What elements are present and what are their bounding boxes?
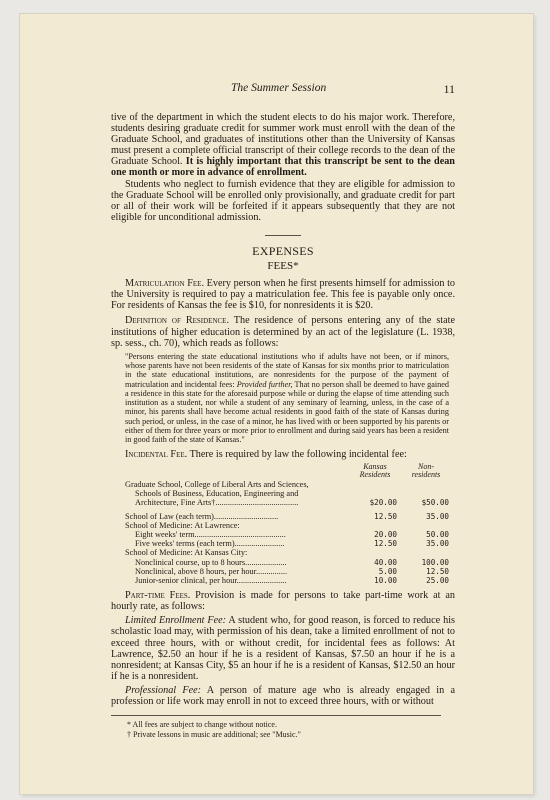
page-number: 11 — [443, 82, 455, 96]
row-label: Nonclinical course, up to 8 hours.................... — [135, 557, 287, 567]
residence-text: The residence of persons entering any of the state institutions of higher education is determined by an act of the legislature (L. 1938, sp. sess., ch. 70), which reads as follows: — [111, 315, 455, 349]
parttime-text: Provision is made for persons to take part-time work at an hourly rate, as follows: — [111, 590, 455, 613]
quote-part-a: "Persons entering the state educational institutions who if adults have not been, or if minors, whose parents have not been residents of the state of Kansas for six months prior to matriculation in the state educational institutions, are nonresidents for the purpose of the payment of matriculation and incidental fees: — [125, 351, 449, 389]
table-row — [111, 539, 455, 548]
limited-label: Limited Enrollment Fee: — [125, 615, 227, 627]
matriculation-paragraph — [111, 278, 455, 311]
parttime-label: Part-time Fees. — [125, 590, 191, 602]
resident-fee: 10.00 — [374, 575, 397, 585]
transcript-notice: It is highly important that this transcript be sent to the dean one month or more in advance of enrollment. — [111, 156, 455, 179]
col-nonresidents-header — [397, 463, 455, 480]
residence-label: Definition of Residence. — [125, 315, 229, 327]
table-row — [111, 548, 455, 557]
matriculation-text: Every person when he first presents himself for admission to the University is required to pay a matriculation fee. This fee is payable only once. For residents of Kansas the fee is $10, for nonresidents it is $20. — [111, 278, 456, 312]
provisional-paragraph: Students who neglect to furnish evidence that they are eligible for admission to the Graduate School will be enrolled only provisionally, and graduate credit for part or all of their work will be forfeited if it appears subsequently that they are not eligible for unconditional admission. — [111, 178, 455, 223]
row-label: School of Medicine: At Kansas City: — [125, 548, 248, 558]
incidental-text: There is required by law the following incidental fee: — [187, 448, 407, 460]
row-label: Architecture, Fine Arts†........................................ — [135, 498, 299, 508]
nonresident-fee: 35.00 — [426, 539, 449, 549]
resident-fee: 40.00 — [374, 557, 397, 567]
resident-fee: 20.00 — [374, 529, 397, 539]
table-row — [111, 480, 455, 489]
expenses-heading: EXPENSES — [252, 243, 314, 258]
fee-table — [111, 463, 455, 585]
table-row — [111, 512, 455, 521]
professional-paragraph — [111, 685, 455, 707]
col-residents-header — [353, 463, 397, 480]
residence-paragraph — [111, 315, 455, 348]
table-row — [111, 576, 455, 585]
row-label: School of Law (each term)............................... — [125, 511, 279, 521]
parttime-paragraph — [111, 590, 455, 612]
running-header — [111, 82, 455, 98]
residence-quote — [111, 352, 455, 445]
nonresident-fee: 100.00 — [421, 557, 449, 567]
resident-fee: 12.50 — [374, 539, 397, 549]
table-row — [111, 489, 455, 498]
row-label: Five weeks' terms (each term)........................ — [135, 539, 285, 549]
row-label: Eight weeks' term............................................ — [135, 529, 286, 539]
professional-text: A person of mature age who is already engaged in a profession or life work may enroll in not to exceed three hours, with or without — [111, 684, 455, 708]
nonresident-fee: 35.00 — [426, 511, 449, 521]
table-header-row — [111, 463, 455, 480]
col-residents-line1: Kansas — [363, 461, 387, 471]
resident-fee: $20.00 — [369, 498, 397, 508]
limited-text: A student who, for good reason, is forced to reduce his scholastic load may, with permission of his dean, take a limited enrollment of not to exceed three hours, with or without credit, for incidental fees as follows: At Lawrence, $2.50 an hour if he is a resident of Kansas, $7.50 an hour if he is a nonresident; at Kansas City, $5 an hour if he is a resident of Kansas, $12.50 an hour if he is a nonresident. — [111, 615, 455, 682]
table-row — [111, 567, 455, 576]
nonresident-fee: 50.00 — [426, 529, 449, 539]
quote-italic: Provided further, — [236, 379, 293, 389]
professional-label: Professional Fee: — [125, 684, 202, 696]
intro-paragraph — [111, 112, 455, 179]
footnote-fees: * All fees are subject to change without notice. — [127, 720, 277, 730]
resident-fee: 12.50 — [374, 511, 397, 521]
fees-subheading: FEES* — [267, 260, 299, 273]
row-label: Graduate School, College of Liberal Arts and Sciences, — [125, 479, 309, 489]
footnote-divider — [111, 715, 441, 716]
table-row — [111, 521, 455, 530]
quote-part-b: That no person shall be deemed to have gained a residence in this state for the aforesaid purpose while or during the elapse of time attending such institution as a student, nor while a student of any seminary of learning, unless, in the case of a minor, his parents shall have become actual residents in good faith of the state of Kansas during such period, or unless, in the case of a minor, he has lived with or been supported by his parents or either of them for three years or more prior to enrollment and during said years has been a resident in good faith of the state of Kansas." — [125, 379, 449, 445]
col-nonresidents-line1: Non- — [418, 461, 434, 471]
nonresident-fee: 25.00 — [426, 575, 449, 585]
running-title: The Summer Session — [231, 82, 327, 94]
table-row — [111, 498, 455, 507]
limited-paragraph — [111, 615, 455, 682]
row-label: Nonclinical, above 8 hours, per hour............... — [135, 566, 288, 576]
page-body — [111, 112, 455, 739]
table-row — [111, 558, 455, 567]
intro-text: tive of the department in which the student elects to do his major work. Therefore, students desiring graduate credit for summer work must enroll with the dean of the Graduate School, and graduates of institutions other than the University of Kansas must present a complete official transcript of their college records to the dean of the Graduate School. — [111, 112, 455, 168]
nonresident-fee: 12.50 — [426, 566, 449, 576]
col-nonresidents-line2: residents — [411, 470, 441, 480]
row-label: School of Medicine: At Lawrence: — [125, 520, 240, 530]
footnote-music: † Private lessons in music are additional; see "Music." — [127, 729, 301, 739]
table-row — [111, 530, 455, 539]
row-label: Schools of Business, Education, Engineering and — [135, 489, 299, 499]
col-residents-line2: Residents — [359, 470, 391, 480]
resident-fee: 5.00 — [378, 566, 397, 576]
row-label: Junior-senior clinical, per hour........................ — [135, 575, 287, 585]
incidental-label: Incidental Fee. — [125, 448, 188, 460]
nonresident-fee: $50.00 — [421, 498, 449, 508]
incidental-paragraph — [111, 449, 455, 460]
matriculation-label: Matriculation Fee. — [125, 278, 205, 290]
section-divider — [265, 235, 301, 236]
